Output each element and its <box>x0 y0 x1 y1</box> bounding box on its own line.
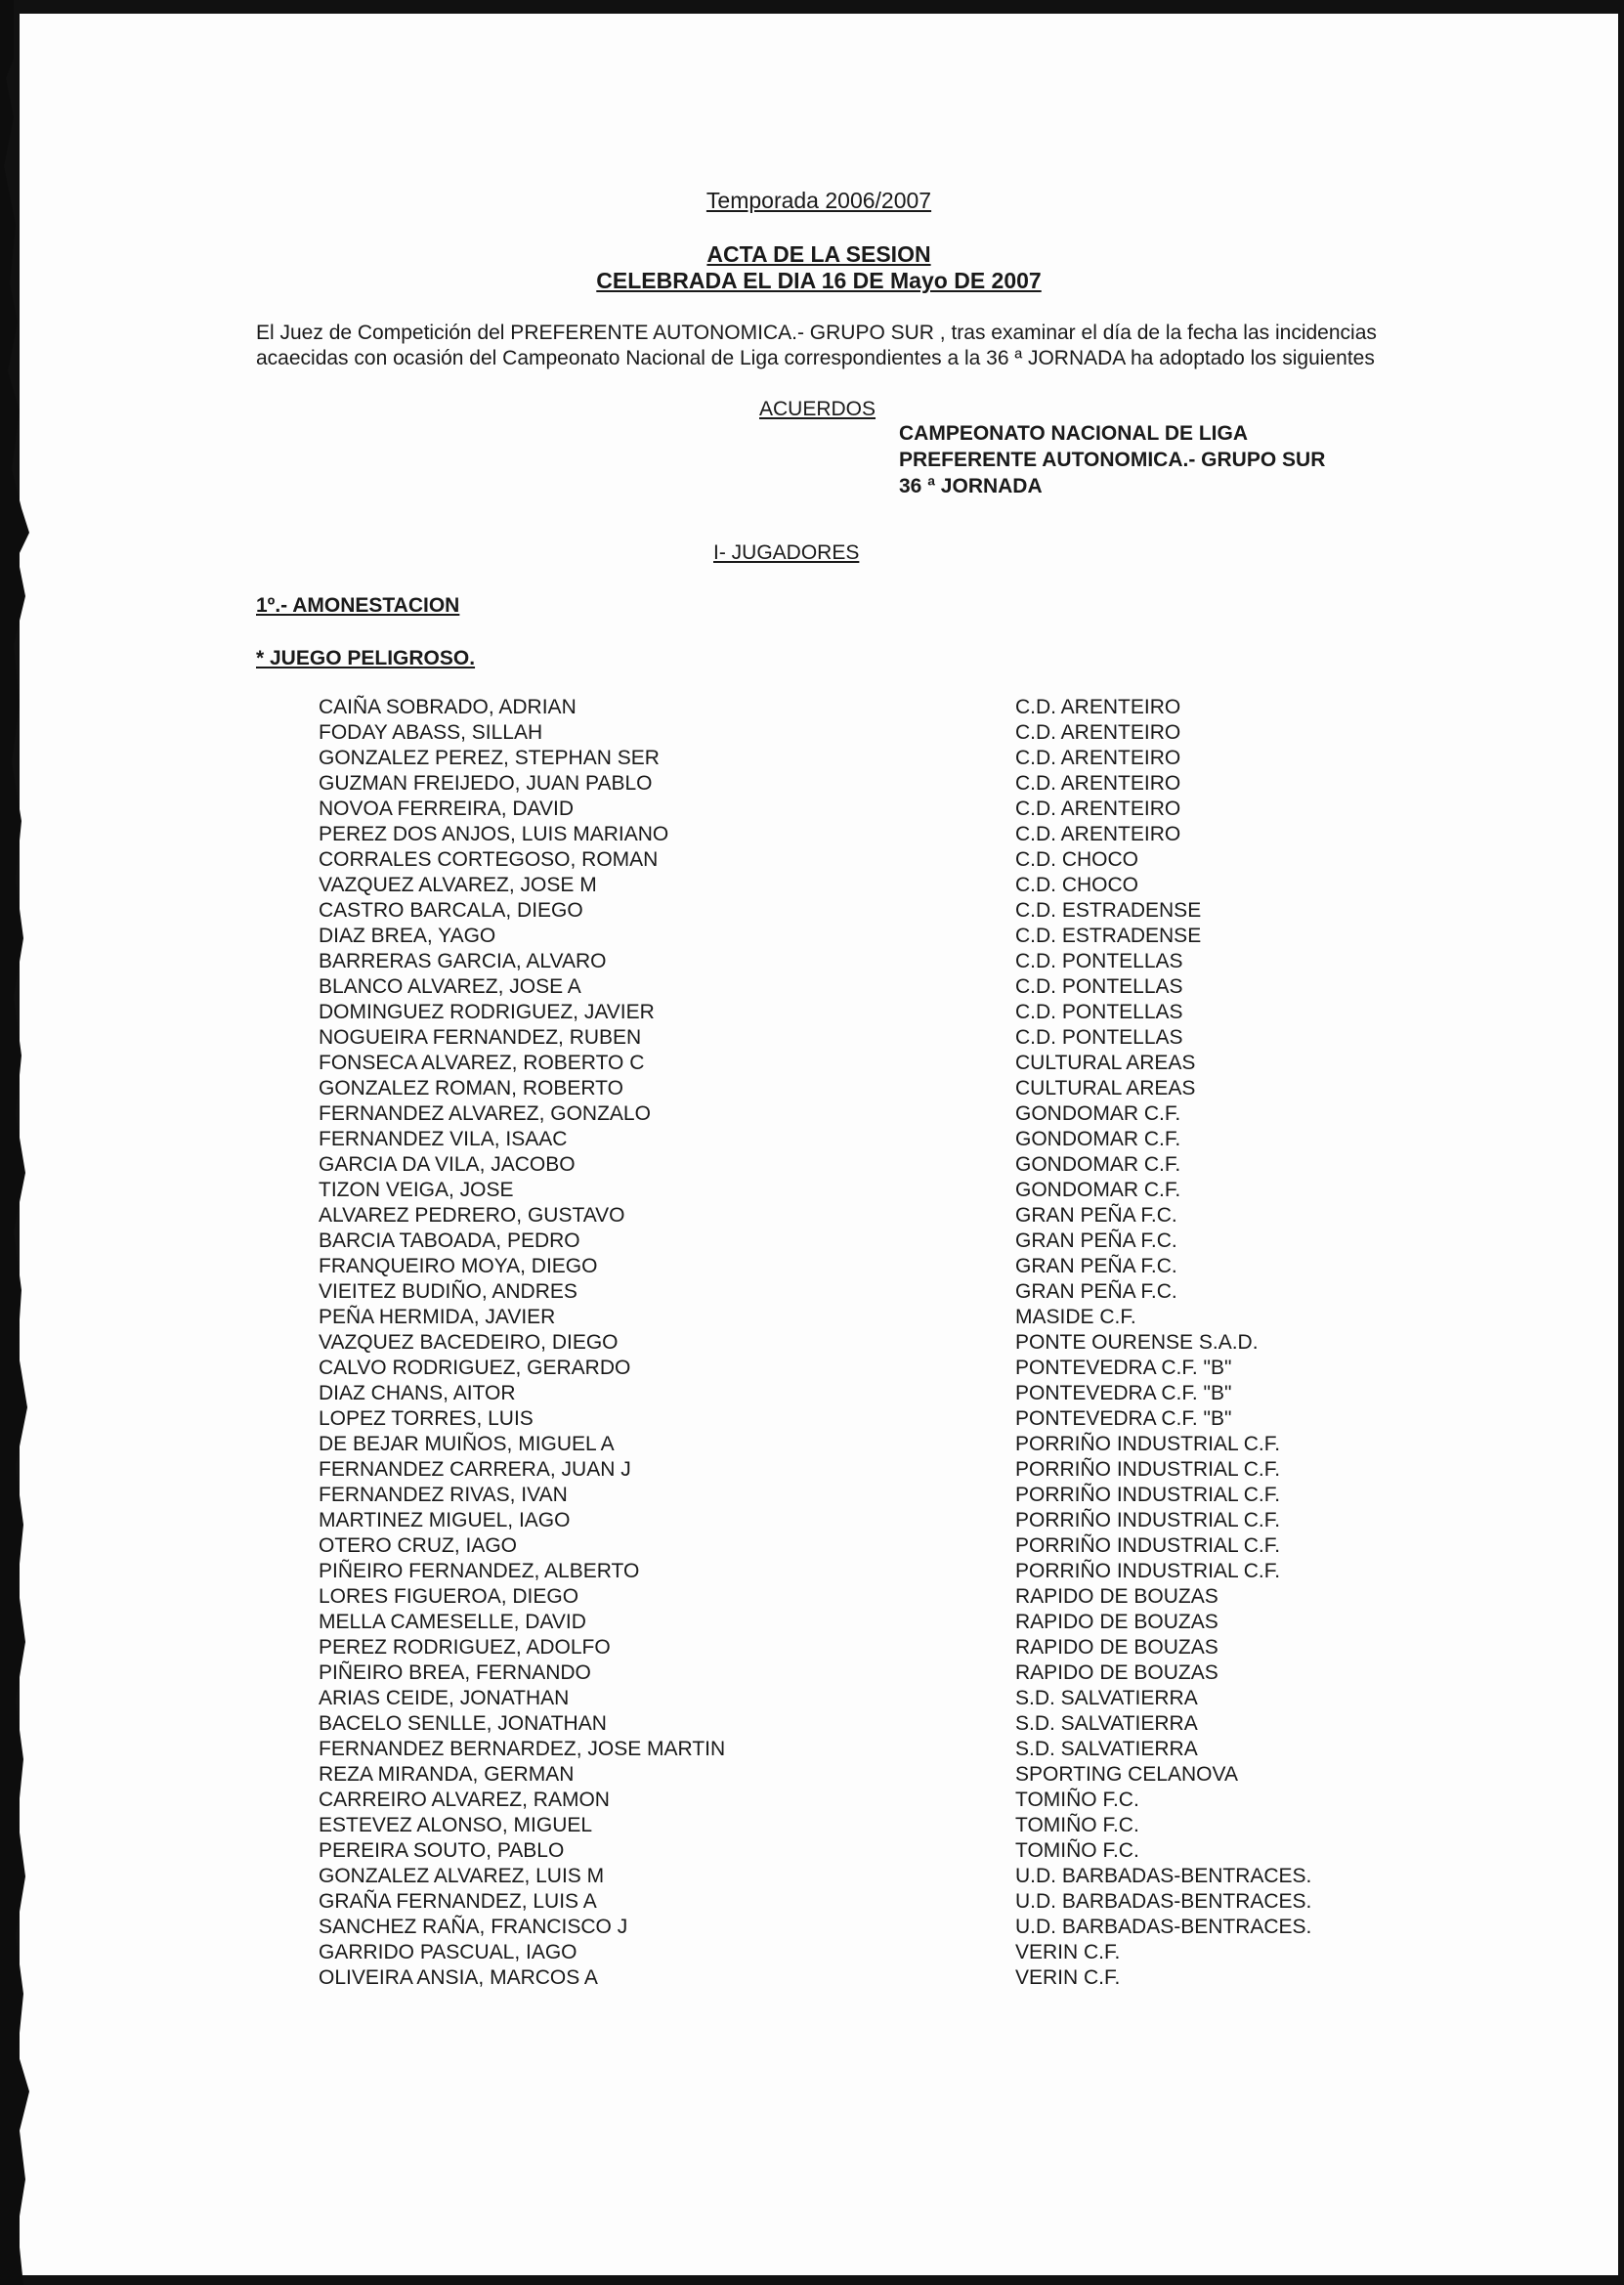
player-club: PORRIÑO INDUSTRIAL C.F. <box>1015 1433 1281 1455</box>
player-name: CORRALES CORTEGOSO, ROMAN <box>319 848 659 871</box>
player-name: PEREZ DOS ANJOS, LUIS MARIANO <box>319 823 669 845</box>
player-club: CULTURAL AREAS <box>1015 1052 1196 1074</box>
list-item <box>319 898 1403 924</box>
player-name: CAIÑA SOBRADO, ADRIAN <box>319 696 577 718</box>
player-name: VIEITEZ BUDIÑO, ANDRES <box>319 1280 577 1303</box>
player-name: FERNANDEZ CARRERA, JUAN J <box>319 1458 631 1481</box>
player-name: PEÑA HERMIDA, JAVIER <box>319 1306 556 1328</box>
player-club: GONDOMAR C.F. <box>1015 1179 1181 1201</box>
list-item <box>319 1864 1403 1889</box>
player-name: CALVO RODRIGUEZ, GERARDO <box>319 1357 631 1379</box>
list-item <box>319 1788 1403 1813</box>
list-item <box>319 873 1403 898</box>
scan-torn-edge <box>0 0 39 2285</box>
player-club: S.D. SALVATIERRA <box>1015 1738 1198 1760</box>
list-item <box>319 1838 1403 1864</box>
player-name: MARTINEZ MIGUEL, IAGO <box>319 1509 571 1531</box>
player-club: GRAN PEÑA F.C. <box>1015 1229 1177 1252</box>
list-item <box>319 1737 1403 1762</box>
player-name: BARCIA TABOADA, PEDRO <box>319 1229 580 1252</box>
player-club: C.D. PONTELLAS <box>1015 1001 1183 1023</box>
list-item <box>319 1025 1403 1051</box>
intro-line-1: El Juez de Competición del PREFERENTE AUTONOMICA.- GRUPO SUR , tras examinar el día de la fecha las incidencias <box>256 322 1377 344</box>
player-name: MELLA CAMESELLE, DAVID <box>319 1611 586 1633</box>
list-item <box>319 1889 1403 1915</box>
player-club: RAPIDO DE BOUZAS <box>1015 1636 1218 1659</box>
player-club: VERIN C.F. <box>1015 1941 1121 1963</box>
section-title: I- JUGADORES <box>713 541 860 564</box>
player-name: FONSECA ALVAREZ, ROBERTO C <box>319 1052 645 1074</box>
player-club: S.D. SALVATIERRA <box>1015 1687 1198 1709</box>
player-name: GARCIA DA VILA, JACOBO <box>319 1153 576 1176</box>
player-name: FERNANDEZ ALVAREZ, GONZALO <box>319 1102 651 1125</box>
acuerdos-line-1: CAMPEONATO NACIONAL DE LIGA <box>899 422 1249 445</box>
player-club: PORRIÑO INDUSTRIAL C.F. <box>1015 1560 1281 1582</box>
player-name: PEREIRA SOUTO, PABLO <box>319 1839 565 1862</box>
player-name: NOGUEIRA FERNANDEZ, RUBEN <box>319 1026 642 1049</box>
list-item <box>319 1076 1403 1101</box>
player-name: NOVOA FERREIRA, DAVID <box>319 798 574 820</box>
list-item <box>319 1406 1403 1432</box>
player-club: TOMIÑO F.C. <box>1015 1789 1139 1811</box>
player-name: VAZQUEZ ALVAREZ, JOSE M <box>319 874 597 896</box>
player-club: PORRIÑO INDUSTRIAL C.F. <box>1015 1534 1281 1557</box>
player-name: DIAZ CHANS, AITOR <box>319 1382 516 1404</box>
list-item <box>319 1915 1403 1940</box>
player-club: PONTEVEDRA C.F. "B" <box>1015 1357 1232 1379</box>
list-item <box>319 1279 1403 1305</box>
player-club: U.D. BARBADAS-BENTRACES. <box>1015 1916 1312 1938</box>
list-item <box>319 1559 1403 1584</box>
acuerdos-line-2: PREFERENTE AUTONOMICA.- GRUPO SUR <box>899 449 1326 471</box>
player-club: U.D. BARBADAS-BENTRACES. <box>1015 1890 1312 1913</box>
player-club: GONDOMAR C.F. <box>1015 1153 1181 1176</box>
list-item <box>319 1432 1403 1457</box>
player-name: ARIAS CEIDE, JONATHAN <box>319 1687 570 1709</box>
player-name: ALVAREZ PEDRERO, GUSTAVO <box>319 1204 625 1227</box>
list-item <box>319 695 1403 720</box>
player-club: C.D. PONTELLAS <box>1015 975 1183 998</box>
list-item <box>319 1457 1403 1483</box>
player-list <box>319 695 1403 1991</box>
player-club: C.D. ARENTEIRO <box>1015 721 1181 744</box>
player-name: BACELO SENLLE, JONATHAN <box>319 1712 607 1735</box>
player-name: FRANQUEIRO MOYA, DIEGO <box>319 1255 598 1277</box>
player-club: GRAN PEÑA F.C. <box>1015 1204 1177 1227</box>
list-item <box>319 1356 1403 1381</box>
list-item <box>319 1127 1403 1152</box>
list-item <box>319 1203 1403 1229</box>
player-club: GRAN PEÑA F.C. <box>1015 1280 1177 1303</box>
player-club: PORRIÑO INDUSTRIAL C.F. <box>1015 1509 1281 1531</box>
player-name: ESTEVEZ ALONSO, MIGUEL <box>319 1814 593 1836</box>
player-name: DE BEJAR MUIÑOS, MIGUEL A <box>319 1433 615 1455</box>
acta-heading: ACTA DE LA SESION <box>706 241 931 267</box>
player-name: FERNANDEZ VILA, ISAAC <box>319 1128 568 1150</box>
player-name: GONZALEZ ALVAREZ, LUIS M <box>319 1865 605 1887</box>
list-item <box>319 1178 1403 1203</box>
list-item <box>319 771 1403 797</box>
player-club: C.D. PONTELLAS <box>1015 1026 1183 1049</box>
player-name: BLANCO ALVAREZ, JOSE A <box>319 975 581 998</box>
player-name: GRAÑA FERNANDEZ, LUIS A <box>319 1890 597 1913</box>
player-club: U.D. BARBADAS-BENTRACES. <box>1015 1865 1312 1887</box>
player-club: C.D. ARENTEIRO <box>1015 696 1181 718</box>
player-name: VAZQUEZ BACEDEIRO, DIEGO <box>319 1331 619 1354</box>
player-club: C.D. ARENTEIRO <box>1015 823 1181 845</box>
acuerdos-heading: ACUERDOS <box>759 398 876 420</box>
player-name: LORES FIGUEROA, DIEGO <box>319 1585 579 1608</box>
list-item <box>319 1610 1403 1635</box>
player-name: OTERO CRUZ, IAGO <box>319 1534 518 1557</box>
intro-line-2: acaecidas con ocasión del Campeonato Nacional de Liga correspondientes a la 36 ª JORNADA ha adoptado los siguientes <box>256 347 1375 369</box>
player-club: VERIN C.F. <box>1015 1966 1121 1989</box>
player-name: REZA MIRANDA, GERMAN <box>319 1763 575 1786</box>
player-club: RAPIDO DE BOUZAS <box>1015 1661 1218 1684</box>
list-item <box>319 1508 1403 1533</box>
subsection-title: 1º.- AMONESTACION <box>256 594 460 617</box>
player-name: TIZON VEIGA, JOSE <box>319 1179 514 1201</box>
list-item <box>319 1584 1403 1610</box>
player-club: TOMIÑO F.C. <box>1015 1814 1139 1836</box>
list-item <box>319 1229 1403 1254</box>
list-item <box>319 847 1403 873</box>
player-club: TOMIÑO F.C. <box>1015 1839 1139 1862</box>
category-title: * JUEGO PELIGROSO. <box>256 647 476 669</box>
list-item <box>319 1533 1403 1559</box>
player-club: GONDOMAR C.F. <box>1015 1128 1181 1150</box>
player-name: LOPEZ TORRES, LUIS <box>319 1407 534 1430</box>
player-name: DIAZ BREA, YAGO <box>319 925 496 947</box>
season-title: Temporada 2006/2007 <box>705 188 932 213</box>
player-club: SPORTING CELANOVA <box>1015 1763 1238 1786</box>
player-name: OLIVEIRA ANSIA, MARCOS A <box>319 1966 598 1989</box>
player-name: GONZALEZ ROMAN, ROBERTO <box>319 1077 623 1099</box>
list-item <box>319 1330 1403 1356</box>
player-name: PIÑEIRO FERNANDEZ, ALBERTO <box>319 1560 640 1582</box>
player-club: RAPIDO DE BOUZAS <box>1015 1611 1218 1633</box>
player-club: PORRIÑO INDUSTRIAL C.F. <box>1015 1484 1281 1506</box>
player-club: C.D. CHOCO <box>1015 874 1138 896</box>
player-club: CULTURAL AREAS <box>1015 1077 1196 1099</box>
list-item <box>319 720 1403 746</box>
list-item <box>319 949 1403 974</box>
player-club: PONTE OURENSE S.A.D. <box>1015 1331 1259 1354</box>
list-item <box>319 1940 1403 1965</box>
player-name: PEREZ RODRIGUEZ, ADOLFO <box>319 1636 611 1659</box>
list-item <box>319 1686 1403 1711</box>
player-club: C.D. ARENTEIRO <box>1015 798 1181 820</box>
player-club: RAPIDO DE BOUZAS <box>1015 1585 1218 1608</box>
list-item <box>319 746 1403 771</box>
player-club: S.D. SALVATIERRA <box>1015 1712 1198 1735</box>
acuerdos-line-3: 36 ª JORNADA <box>899 475 1043 497</box>
player-name: FERNANDEZ RIVAS, IVAN <box>319 1484 568 1506</box>
list-item <box>319 1762 1403 1788</box>
player-name: BARRERAS GARCIA, ALVARO <box>319 950 607 972</box>
player-name: GUZMAN FREIJEDO, JUAN PABLO <box>319 772 653 795</box>
player-club: PORRIÑO INDUSTRIAL C.F. <box>1015 1458 1281 1481</box>
player-club: C.D. ARENTEIRO <box>1015 747 1181 769</box>
list-item <box>319 924 1403 949</box>
list-item <box>319 1305 1403 1330</box>
player-name: GONZALEZ PEREZ, STEPHAN SER <box>319 747 660 769</box>
player-name: CARREIRO ALVAREZ, RAMON <box>319 1789 610 1811</box>
player-name: GARRIDO PASCUAL, IAGO <box>319 1941 577 1963</box>
player-club: C.D. ARENTEIRO <box>1015 772 1181 795</box>
player-name: PIÑEIRO BREA, FERNANDO <box>319 1661 591 1684</box>
list-item <box>319 1051 1403 1076</box>
player-name: DOMINGUEZ RODRIGUEZ, JAVIER <box>319 1001 655 1023</box>
player-name: FODAY ABASS, SILLAH <box>319 721 543 744</box>
player-club: MASIDE C.F. <box>1015 1306 1136 1328</box>
list-item <box>319 1000 1403 1025</box>
list-item <box>319 1660 1403 1686</box>
list-item <box>319 974 1403 1000</box>
player-club: PONTEVEDRA C.F. "B" <box>1015 1407 1232 1430</box>
player-club: GONDOMAR C.F. <box>1015 1102 1181 1125</box>
list-item <box>319 822 1403 847</box>
player-club: C.D. ESTRADENSE <box>1015 899 1202 922</box>
list-item <box>319 1152 1403 1178</box>
list-item <box>319 1635 1403 1660</box>
list-item <box>319 1101 1403 1127</box>
list-item <box>319 1483 1403 1508</box>
player-name: CASTRO BARCALA, DIEGO <box>319 899 583 922</box>
list-item <box>319 1381 1403 1406</box>
player-club: C.D. CHOCO <box>1015 848 1138 871</box>
list-item <box>319 1813 1403 1838</box>
player-club: GRAN PEÑA F.C. <box>1015 1255 1177 1277</box>
list-item <box>319 1254 1403 1279</box>
list-item <box>319 1711 1403 1737</box>
list-item <box>319 1965 1403 1991</box>
acta-date: CELEBRADA EL DIA 16 DE Mayo DE 2007 <box>596 268 1042 293</box>
player-club: C.D. ESTRADENSE <box>1015 925 1202 947</box>
list-item <box>319 797 1403 822</box>
player-name: SANCHEZ RAÑA, FRANCISCO J <box>319 1916 628 1938</box>
player-name: FERNANDEZ BERNARDEZ, JOSE MARTIN <box>319 1738 726 1760</box>
player-club: PONTEVEDRA C.F. "B" <box>1015 1382 1232 1404</box>
player-club: C.D. PONTELLAS <box>1015 950 1183 972</box>
